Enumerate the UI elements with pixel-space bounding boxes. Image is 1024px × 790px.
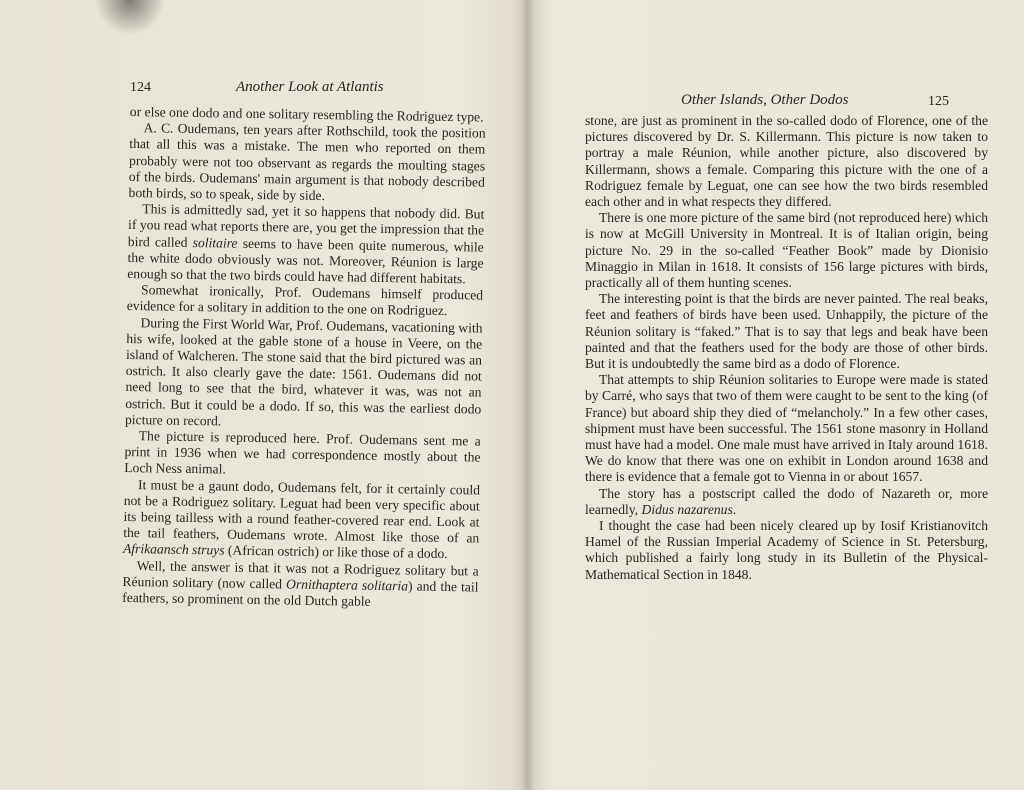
right-running-title: Other Islands, Other Dodos: [681, 92, 849, 108]
left-paragraph: Somewhat ironically, Prof. Oudemans himself produced evidence for a solitary in addition to the one on Rodriguez.: [126, 282, 484, 319]
left-paragraph: Well, the answer is that it was not a Rodriguez solitary but a Réunion solitary (now called Ornithaptera solitaria) and the tail feathers, so prominent on the old Dutch gable: [122, 557, 479, 609]
right-paragraph: stone, are just as prominent in the so-called dodo of Florence, one of the pictures discovered by Dr. S. Killermann. This picture is now taken to portray a male Réunion, while another picture, also discovered by Killermann, shows a female. Comparing this picture with the one of a Rodriguez female by Leguat, one can see how the two birds resembled each other and in what respects they differed.: [585, 113, 988, 210]
right-paragraph: The story has a postscript called the dodo of Nazareth or, more learnedly, Didus nazarenus.: [585, 485, 988, 517]
left-paragraph: It must be a gaunt dodo, Oudemans felt, for it certainly could not be a Rodriguez solitary. Leguat had been very specific about its being tailless with a round feather-covered rear end. Look at the tail feathers, Oudemans wrote. Almost like those of an Afrikaansch struys (African ostrich) or like those of a dodo.: [122, 476, 481, 562]
left-running-title: Another Look at Atlantis: [236, 79, 384, 95]
right-page-number: 125: [928, 94, 949, 109]
right-paragraph: There is one more picture of the same bird (not reproduced here) which is now at McGill University in Montreal. It is of Italian origin, being picture No. 29 in the so-called “Feather Book” made by Dionisio Minaggio in Milan in 1618. It consists of 156 large pictures with birds, practically all of them hunting scenes.: [585, 210, 988, 291]
left-paragraph: or else one dodo and one solitary resembling the Rodriguez type.: [129, 104, 484, 125]
book-gutter: [521, 0, 535, 790]
right-paragraph: That attempts to ship Réunion solitaries to Europe were made is stated by Carré, who says that two of them were caught to be sent to the king (of France) but aboard ship they died of “melancholy.” In a few other cases, shipment must have been successful. The 1561 stone masonry in Holland must have had a model. One male must have arrived in Italy around 1618. We do know that there was one on exhibit in London around 1638 and there is evidence that a female got to Vienna in or about 1657.: [585, 372, 988, 485]
right-page-text: [585, 113, 988, 583]
left-page-number: 124: [130, 80, 151, 95]
left-paragraph: During the First World War, Prof. Oudemans, vacationing with his wife, looked at the gable stone of a house in Veere, on the island of Walcheren. The stone said that the bird pictured was an ostrich. It also clearly gave the date: 1561. Oudemans did not need long to see that the bird, whatever it was, was not an ostrich. But it could be a dodo. If so, this was the earliest dodo picture on record.: [124, 314, 483, 429]
right-paragraph: I thought the case had been nicely cleared up by Iosif Kristianovitch Hamel of the Russian Imperial Academy of Science in St. Petersburg, which published a fairly long study in its Bulletin of the Physical-Mathematical Section in 1848.: [585, 518, 988, 582]
left-page-text: [122, 104, 486, 612]
right-page: [535, 0, 1024, 790]
left-paragraph: This is admittedly sad, yet it so happens that nobody did. But if you read what reports there are, you get the impression that the bird called solitaire seems to have been quite numerous, while the white dodo obviously was not. Moreover, Réunion is large enough so that the two birds could have had different habitats.: [127, 201, 485, 287]
right-paragraph: The interesting point is that the birds are never painted. The real beaks, feet and feathers of birds have been used. Unhappily, the picture of the Réunion solitary is “faked.” That is to say that legs and beak have been painted and that the feathers used for the body are those of other birds. But it is undoubtedly the same bird as a dodo of Florence.: [585, 291, 988, 372]
left-paragraph: The picture is reproduced here. Prof. Oudemans sent me a print in 1936 when we had correspondence mostly about the Loch Ness animal.: [124, 428, 481, 478]
left-paragraph: A. C. Oudemans, ten years after Rothschild, took the position that all this was a mistake. The men who reported on them probably were not too observant as regards the moulting stages of the birds. Oudemans' main argument is that nobody described both birds, so to speak, side by side.: [128, 120, 486, 204]
